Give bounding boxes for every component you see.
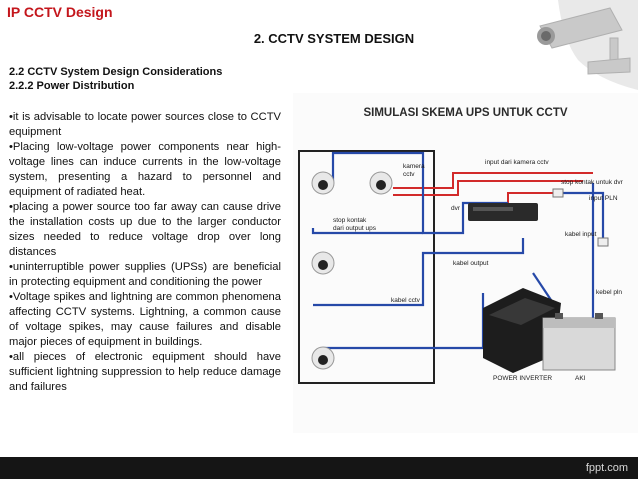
outlet-icon (553, 189, 563, 197)
label-kebel-pln: kebel pln (596, 289, 623, 296)
label-cctv: cctv (403, 171, 415, 178)
bullet-item: •Voltage spikes and lightning are common phenomena affecting CCTV systems. Lightning, a common cause of voltage spikes, may cause failures and disable major pieces of equipment in buildings. (9, 291, 281, 348)
brand-title: IP CCTV Design (7, 4, 113, 20)
label-kabel-cctv: kabel cctv (391, 297, 420, 304)
slide-title: 2. CCTV SYSTEM DESIGN (253, 31, 415, 46)
cctv-camera (370, 172, 392, 194)
battery-aki (543, 313, 615, 370)
label-input-pln: input PLN (589, 195, 618, 202)
label-stop-kontak: stop kontak (333, 217, 367, 224)
label-aki: AKI (575, 375, 586, 382)
cctv-camera (312, 172, 334, 194)
diagram-title: SIMULASI SKEMA UPS UNTUK CCTV (363, 107, 568, 119)
footer-bar (0, 457, 638, 479)
label-kabel-output: kabel output (453, 260, 489, 267)
label-kabel-input: kabel input (565, 231, 597, 238)
label-power-inverter: POWER INVERTER (493, 375, 553, 382)
footer-url: fppt.com (585, 462, 628, 474)
label-kamera: kamera (403, 163, 425, 170)
bullet-item: •placing a power source too far away can cause drive the installation costs up due to the larger conductor sizes needed to reduce voltage drop over long distances (9, 201, 281, 258)
label-stop-kontak-dvr: stop kontak untuk dvr (561, 179, 623, 186)
cctv-camera (312, 252, 334, 274)
label-dvr: dvr (451, 205, 461, 212)
label-output-ups: dari output ups (333, 225, 377, 232)
dvr-box (468, 203, 538, 221)
bullet-list (9, 110, 281, 395)
cctv-camera (312, 347, 334, 369)
label-input-kamera: input dari kamera cctv (485, 159, 549, 166)
security-camera-icon (518, 0, 638, 90)
outlet-icon (598, 238, 608, 246)
section-heading: 2.2 CCTV System Design Considerations (9, 66, 223, 78)
bullet-item: •it is advisable to locate power sources close to CCTV equipment (9, 111, 281, 138)
bullet-item: •Placing low-voltage power components near high-voltage lines can induce currents in the low-voltage system, presenting a hazard to personnel and equipment of radiated heat. (9, 141, 281, 198)
ups-schematic-diagram (293, 93, 638, 433)
subsection-heading: 2.2.2 Power Distribution (9, 80, 135, 92)
bullet-item: •all pieces of electronic equipment should have sufficient lightning suppression to help reduce damage and failures (9, 351, 281, 393)
bullet-item: •uninterruptible power supplies (UPSs) are beneficial in protecting equipment and conditioning the power (9, 261, 281, 288)
